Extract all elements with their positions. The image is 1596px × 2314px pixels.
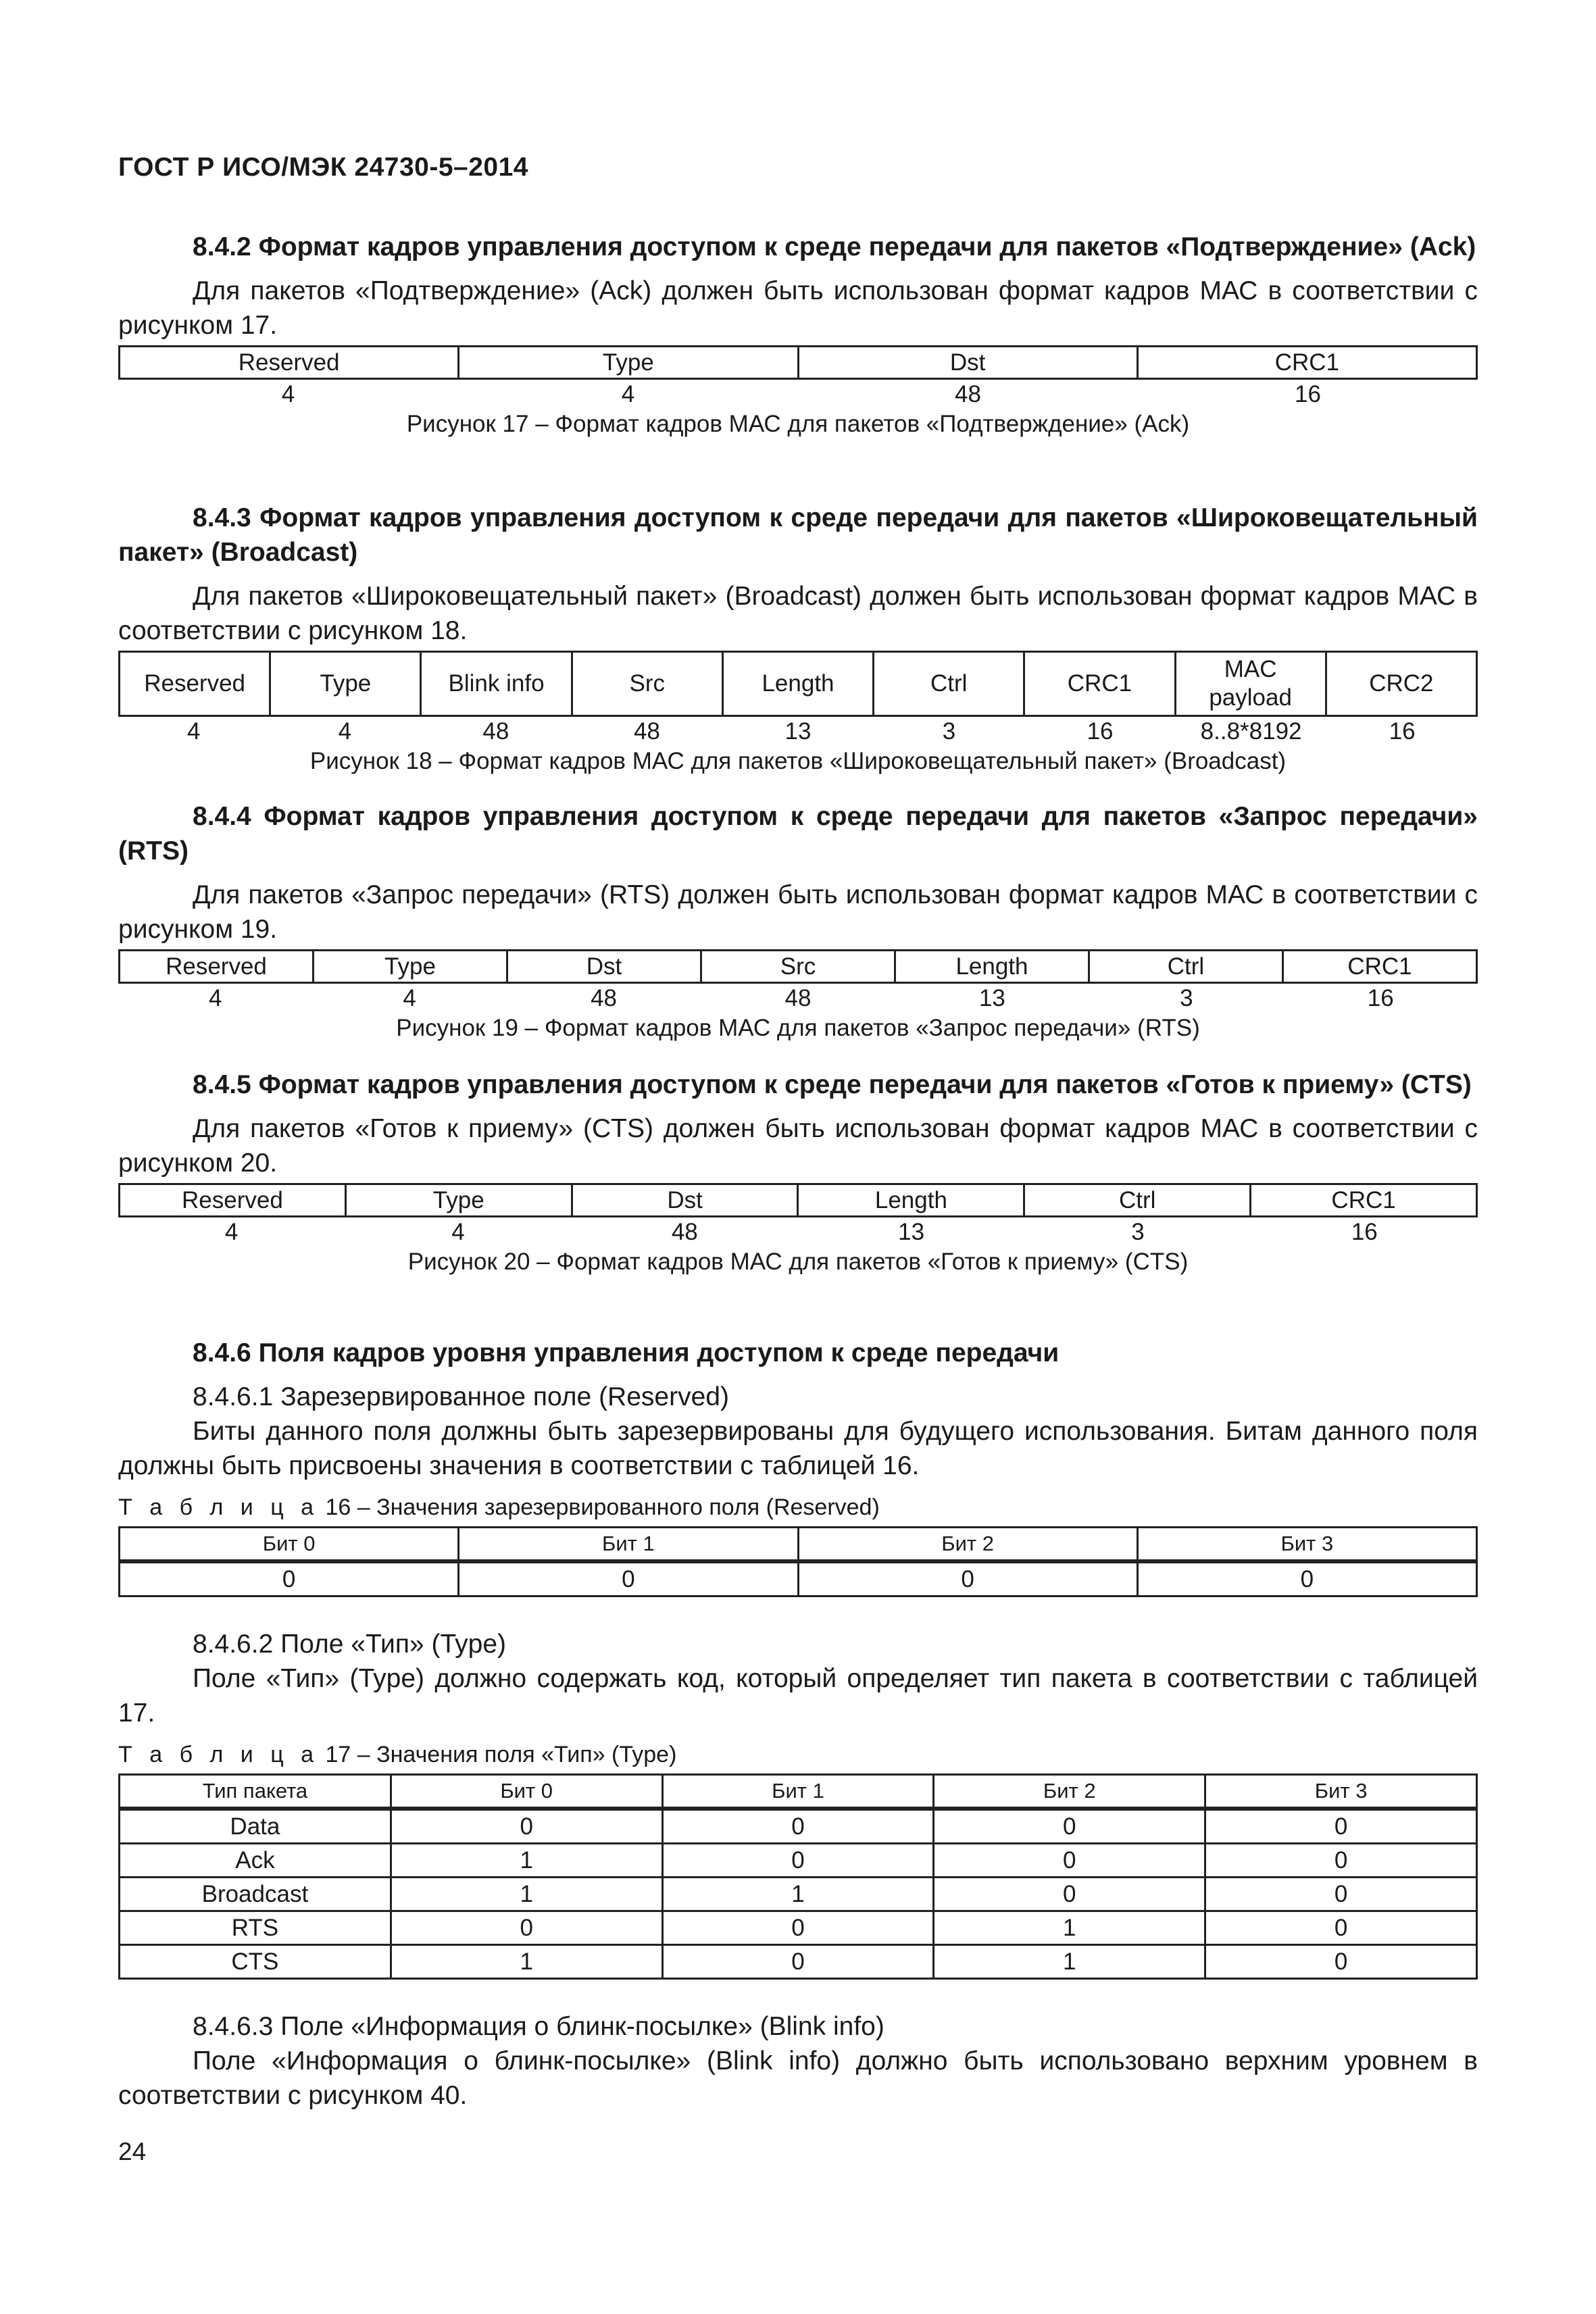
field-size: 4 — [403, 985, 416, 1011]
field-size: 16 — [1087, 718, 1114, 745]
frame-field: Type — [345, 1184, 572, 1217]
table-17 — [118, 1774, 1478, 1980]
table-cell: 1 — [391, 1945, 662, 1979]
section-8-4-3 — [118, 501, 1478, 776]
section-paragraph: Для пакетов «Запрос передачи» (RTS) должен быть использован формат кадров МАС в соответствии с рисунком 19. — [118, 880, 1478, 944]
table-cell: 0 — [1205, 1844, 1477, 1878]
field-size: 4 — [451, 1219, 465, 1245]
table-cell: 0 — [662, 1809, 934, 1844]
section-8-4-4 — [118, 799, 1478, 1043]
frame-field: Dst — [572, 1184, 798, 1217]
table-cell: 0 — [1205, 1878, 1477, 1911]
subsection-title: 8.4.6.1 Зарезервированное поле (Reserved) — [193, 1382, 729, 1411]
figure-20-field-sizes — [118, 1217, 1478, 1247]
field-size: 4 — [187, 718, 201, 745]
table-header-cell: Тип пакета — [120, 1775, 391, 1809]
table-cell: 0 — [934, 1844, 1205, 1878]
figure-17-frame-table — [118, 345, 1478, 380]
figure-20-frame-table — [118, 1183, 1478, 1217]
table-row — [120, 1911, 1477, 1945]
frame-field: Type — [314, 951, 507, 983]
table-cell: 1 — [391, 1844, 662, 1878]
section-paragraph: Для пакетов «Готов к приему» (CTS) должен быть использован формат кадров МАС в соответствии с рисунком 20. — [118, 1114, 1478, 1178]
field-size: 48 — [784, 985, 812, 1011]
table-cell: 1 — [934, 1911, 1205, 1945]
frame-field: Type — [270, 652, 421, 716]
subsection-title: 8.4.6.3 Поле «Информация о блинк-посылке» (Blink info) — [193, 2012, 884, 2041]
table-cell: 0 — [391, 1809, 662, 1844]
figure-17-field-sizes — [118, 380, 1478, 409]
frame-field: CRC1 — [1024, 652, 1175, 716]
field-size: 4 — [338, 718, 352, 745]
field-size: 8..8*8192 — [1200, 718, 1302, 745]
table-label: Т а б л и ц а — [118, 1494, 320, 1520]
frame-field: Length — [798, 1184, 1024, 1217]
frame-field: Reserved — [120, 951, 314, 983]
figure-caption: Рисунок 19 – Формат кадров МАС для пакетов «Запрос передачи» (RTS) — [396, 1015, 1200, 1041]
section-heading: 8.4.2 Формат кадров управления доступом к среде передачи для пакетов «Подтверждение» (Ack) — [193, 232, 1476, 261]
frame-field: Ctrl — [1024, 1184, 1251, 1217]
table-cell: 0 — [662, 1844, 934, 1878]
section-heading-text: 8.4.3 Формат кадров управления доступом к среде передачи для пакетов «Широковещательный пакет» (Broadcast) — [118, 503, 1478, 567]
table-cell: 0 — [1205, 1945, 1477, 1979]
field-size: 48 — [671, 1219, 698, 1245]
frame-field: Reserved — [120, 1184, 346, 1217]
frame-field: Src — [701, 951, 895, 983]
figure-18-frame-table — [118, 651, 1478, 717]
table-cell: 1 — [934, 1945, 1205, 1979]
field-size: 4 — [208, 985, 222, 1011]
field-size: 3 — [1180, 985, 1193, 1011]
field-size: 4 — [281, 381, 295, 407]
figure-caption: Рисунок 17 – Формат кадров МАС для пакетов «Подтверждение» (Ack) — [406, 411, 1190, 437]
table-cell: 0 — [391, 1911, 662, 1945]
section-8-4-5 — [118, 1067, 1478, 1277]
frame-field: Src — [572, 652, 722, 716]
frame-field: Blink info — [421, 652, 572, 716]
table-cell: Data — [120, 1809, 391, 1844]
field-size: 13 — [898, 1219, 925, 1245]
frame-field: Type — [459, 347, 798, 379]
section-paragraph: Для пакетов «Широковещательный пакет» (Broadcast) должен быть использован формат кадров МАС в соответствии с рисунком 18. — [118, 582, 1478, 645]
figure-caption: Рисунок 18 – Формат кадров МАС для пакетов «Широковещательный пакет» (Broadcast) — [309, 748, 1287, 774]
frame-field: CRC1 — [1283, 951, 1477, 983]
figure-caption: Рисунок 20 – Формат кадров МАС для пакетов «Готов к приему» (CTS) — [407, 1249, 1189, 1275]
table-cell: Ack — [120, 1844, 391, 1878]
section-heading: 8.4.4 Формат кадров управления доступом к среде передачи для пакетов «Запрос передачи» (RTS) — [118, 802, 1478, 865]
table-cell: 0 — [1205, 1911, 1477, 1945]
table-cell: 0 — [934, 1878, 1205, 1911]
table-cell: 0 — [662, 1911, 934, 1945]
frame-field: Dst — [507, 951, 701, 983]
table-cell: 0 — [798, 1561, 1137, 1596]
section-8-4-2 — [118, 230, 1478, 439]
field-size: 4 — [621, 381, 635, 407]
table-header-cell: Бит 1 — [662, 1775, 934, 1809]
frame-field: Ctrl — [1089, 951, 1283, 983]
document-header: ГОСТ Р ИСО/МЭК 24730-5–2014 — [118, 153, 528, 182]
table-row — [120, 1844, 1477, 1878]
table-cell: 1 — [662, 1878, 934, 1911]
figure-19-frame-table — [118, 949, 1478, 984]
table-header-cell: Бит 0 — [120, 1528, 459, 1562]
table-header-cell: Бит 3 — [1205, 1775, 1477, 1809]
frame-field: CRC2 — [1326, 652, 1476, 716]
section-8-4-6 — [118, 1336, 1478, 2113]
table-title-text: 17 – Значения поля «Тип» (Type) — [319, 1742, 677, 1767]
table-cell: 0 — [934, 1809, 1205, 1844]
section-paragraph: Для пакетов «Подтверждение» (Ack) должен быть использован формат кадров МАС в соответствии с рисунком 17. — [118, 276, 1478, 340]
table-17-title — [118, 1740, 1478, 1769]
field-size: 16 — [1295, 381, 1321, 407]
subsection-paragraph: Поле «Тип» (Type) должно содержать код, который определяет тип пакета в соответствии с таблицей 17. — [118, 1664, 1478, 1728]
table-16-title — [118, 1492, 1478, 1522]
table-cell: Broadcast — [120, 1878, 391, 1911]
table-header-cell: Бит 2 — [798, 1528, 1137, 1562]
table-cell: 0 — [662, 1945, 934, 1979]
field-size: 13 — [978, 985, 1005, 1011]
field-size: 13 — [784, 718, 812, 745]
figure-18-field-sizes — [118, 717, 1478, 747]
table-cell: 0 — [1137, 1561, 1476, 1596]
page-number: 24 — [118, 2138, 147, 2165]
field-size: 48 — [591, 985, 618, 1011]
subsection-title: 8.4.6.2 Поле «Тип» (Type) — [193, 1630, 507, 1659]
table-label: Т а б л и ц а — [118, 1742, 320, 1767]
frame-field: Ctrl — [874, 652, 1024, 716]
table-cell: 0 — [120, 1561, 459, 1596]
frame-field: Reserved — [120, 347, 459, 379]
table-row — [120, 1561, 1477, 1596]
table-cell: CTS — [120, 1945, 391, 1979]
subsection-paragraph: Биты данного поля должны быть зарезервированы для будущего использования. Битам данного поля должны быть присвоены значения в соответствии с таблицей 16. — [118, 1417, 1478, 1480]
section-heading: 8.4.6 Поля кадров уровня управления доступом к среде передачи — [193, 1338, 1059, 1367]
subsection-paragraph: Поле «Информация о блинк-посылке» (Blink info) должно быть использовано верхним уровнем в соответствии с рисунком 40. — [118, 2046, 1478, 2110]
figure-19-field-sizes — [118, 984, 1478, 1013]
frame-field: Dst — [798, 347, 1137, 379]
field-size: 3 — [942, 718, 956, 745]
section-heading: 8.4.5 Формат кадров управления доступом к среде передачи для пакетов «Готов к приему» (CTS) — [193, 1070, 1472, 1099]
table-row — [120, 1945, 1477, 1979]
field-size: 3 — [1131, 1219, 1145, 1245]
field-size: 16 — [1351, 1219, 1378, 1245]
table-row — [120, 1878, 1477, 1911]
frame-field: CRC1 — [1137, 347, 1476, 379]
table-header-cell: Бит 0 — [391, 1775, 662, 1809]
field-size: 4 — [224, 1219, 239, 1245]
table-row — [120, 1809, 1477, 1844]
table-header-cell: Бит 3 — [1137, 1528, 1476, 1562]
field-size: 16 — [1367, 985, 1394, 1011]
table-title-text: 16 – Значения зарезервированного поля (Reserved) — [319, 1494, 880, 1520]
table-cell: 0 — [459, 1561, 798, 1596]
frame-field: Reserved — [120, 652, 270, 716]
table-header-cell: Бит 2 — [934, 1775, 1205, 1809]
table-cell: RTS — [120, 1911, 391, 1945]
table-cell: 1 — [391, 1878, 662, 1911]
field-size: 48 — [633, 718, 660, 745]
table-cell: 0 — [1205, 1809, 1477, 1844]
field-size: 48 — [482, 718, 509, 745]
frame-field: Length — [722, 652, 873, 716]
frame-field: MAC payload — [1175, 652, 1326, 716]
frame-field: Length — [895, 951, 1089, 983]
section-heading — [118, 501, 1478, 570]
field-size: 48 — [955, 381, 981, 407]
field-size: 16 — [1389, 718, 1416, 745]
table-header-cell: Бит 1 — [459, 1528, 798, 1562]
table-16 — [118, 1526, 1478, 1597]
frame-field: CRC1 — [1251, 1184, 1477, 1217]
